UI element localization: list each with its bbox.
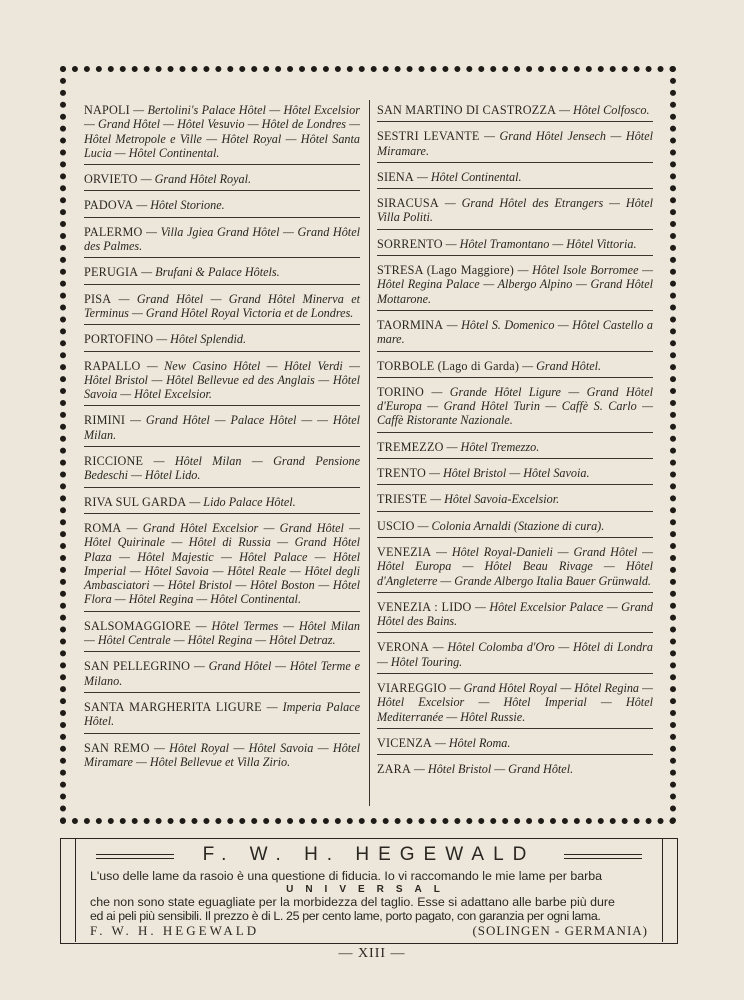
city-name: NAPOLI (84, 103, 130, 117)
hotel-list: — Grand Hôtel Jensech — Hôtel Miramare. (377, 129, 653, 158)
hotel-list: — Grand Hôtel — Hôtel Terme e Milano. (84, 659, 360, 688)
city-name: TRIESTE (377, 492, 428, 507)
city-name: TORINO (377, 384, 425, 399)
city-name: SAN REMO (84, 740, 150, 755)
city-name: SIRACUSA (377, 196, 439, 211)
hotel-listing-entry (84, 652, 360, 693)
hotel-listing-entry (377, 512, 653, 538)
city-name: VENEZIA (377, 544, 432, 559)
city-name: PORTOFINO (84, 332, 154, 347)
city-name: VERONA (377, 640, 429, 655)
city-name: PERUGIA (84, 265, 139, 280)
advertisement-text-line-3: ed ai peli più sensibili. Il prezzo è di L. 25 per cento lame, porto pagato, con garanzia per ogni lama. (90, 909, 601, 923)
city-name: RIMINI (84, 413, 126, 428)
city-name: SALSOMAGGIORE (84, 618, 191, 633)
hotel-list: — Hôtel Royal-Danieli — Grand Hôtel — Hôtel Europa — Hôtel Beau Rivage — Hôtel d'Angleterre — Grande Albergo Italia Bauer Grünwald. (377, 544, 653, 588)
city-name: STRESA (Lago Maggiore) (377, 263, 514, 278)
hotel-listing-entry (84, 352, 360, 407)
hotel-list: — Grand Hôtel Royal — Hôtel Regina — Hôtel Excelsior — Hôtel Imperial — Hôtel Mediterranée — Hôtel Russie. (377, 681, 653, 724)
hotel-listing-entry (84, 218, 360, 259)
page-number: — XIII — (338, 946, 406, 961)
city-name: VENEZIA : LIDO (377, 599, 472, 614)
city-name: PADOVA (84, 198, 134, 213)
city-name: VIAREGGIO (377, 681, 447, 696)
advertisement-title: F. W. H. HEGEWALD (202, 844, 536, 865)
hotel-listing-entry (377, 256, 653, 311)
hotel-list: — Lido Palace Hôtel. (186, 494, 296, 509)
city-name: SORRENTO (377, 236, 443, 251)
advertisement-brand: UNIVERSAL (286, 884, 452, 895)
hotel-listing-entry (377, 189, 653, 230)
hotel-listing-entry (84, 612, 360, 653)
hotel-list: — Hôtel S. Domenico — Hôtel Castello a mare. (377, 317, 653, 347)
right-double-rule (564, 854, 642, 859)
hotel-list: — Hôtel Milan — Grand Pensione Bedeschi — Hôtel Lido. (84, 454, 360, 483)
advertisement-signature: F. W. H. HEGEWALD (90, 923, 260, 938)
hotel-listing-entry (84, 96, 360, 165)
hotel-listing-entry (377, 538, 653, 593)
hotel-list: — Hôtel Bristol — Grand Hôtel. (410, 762, 574, 777)
hotel-listing-entry (377, 352, 653, 378)
hotel-listing-entry (377, 96, 653, 122)
hotel-listing-entry (84, 514, 360, 612)
hotel-list: — Bertolini's Palace Hôtel — Hôtel Excelsior — Grand Hôtel — Hôtel Vesuvio — Hôtel de Londres — Hôtel Metropole e Ville — Hôtel Royal — Hôtel Santa Lucia — Hôtel Continental. (84, 103, 360, 160)
city-name: TAORMINA (377, 317, 444, 332)
hotel-listing-entry (377, 230, 653, 256)
hotel-list: — Hôtel Roma. (431, 735, 511, 750)
left-column (84, 96, 360, 773)
hotel-listing-entry (84, 191, 360, 217)
hotel-listing-entry (377, 729, 653, 755)
city-name: PALERMO (84, 224, 143, 239)
hotel-list: — New Casino Hôtel — Hôtel Verdi — Hôtel Bristol — Hôtel Bellevue ed des Anglais — Hôtel Savoia — Hôtel Excelsior. (84, 358, 360, 402)
hotel-list: — Hôtel Savoia-Excelsior. (427, 492, 560, 507)
hotel-listing-entry (377, 674, 653, 729)
city-name: VICENZA (377, 735, 432, 750)
city-name: ORVIETO (84, 172, 138, 187)
hotel-listing-entry (84, 447, 360, 488)
hotel-listing-entry (377, 755, 653, 780)
city-name: ROMA (84, 520, 122, 535)
hotel-listing-entry (84, 258, 360, 284)
hegewald-advertisement (60, 838, 678, 944)
hotel-listing-entry (377, 593, 653, 634)
hotel-listing-entry (84, 488, 360, 514)
advertisement-text-line-1: L'uso delle lame da rasoio è una questione di fiducia. Io vi raccomando le mie lame per barba (90, 869, 603, 883)
city-name: SAN MARTINO DI CASTROZZA (377, 103, 557, 117)
hotel-list: — Hôtel Colomba d'Oro — Hôtel di Londra — Hôtel Touring. (377, 640, 653, 669)
advertisement-text-line-2: che non sono state eguagliate per la morbidezza del taglio. Esse si adattano alle barbe più dure (90, 895, 615, 909)
hotel-listing-entry (84, 693, 360, 734)
hotel-listing-entry (377, 459, 653, 485)
hotel-listing-entry (377, 633, 653, 674)
hotel-list: — Hôtel Royal — Hôtel Savoia — Hôtel Miramare — Hôtel Bellevue et Villa Zirio. (84, 740, 360, 769)
hotel-list: — Grand Hôtel — Grand Hôtel Minerva et Terminus — Grand Hôtel Royal Victoria et de Londres. (84, 291, 360, 320)
city-name: PISA (84, 291, 112, 306)
right-column (377, 96, 653, 781)
hotel-list: — Colonia Arnaldi (Stazione di cura). (414, 518, 605, 533)
hotel-list: — Grand Hôtel des Etrangers — Hôtel Villa Politi. (377, 196, 653, 225)
city-name: TREMEZZO (377, 439, 444, 454)
hotel-list: — Brufani & Palace Hôtels. (138, 265, 280, 280)
hotel-listing-entry (377, 485, 653, 511)
hotel-listing-entry (377, 378, 653, 433)
city-name: RAPALLO (84, 358, 141, 373)
city-name: RICCIONE (84, 454, 144, 469)
hotel-list: — Grande Hôtel Ligure — Grand Hôtel d'Europa — Grand Hôtel Turin — Caffè S. Carlo — Caffè Ristorante Nazionale. (377, 384, 653, 428)
hotel-listing-entry (377, 433, 653, 459)
hotel-listing-entry (84, 406, 360, 447)
hotel-list: — Hôtel Splendid. (153, 332, 247, 347)
hotel-list: — Grand Hôtel Excelsior — Grand Hôtel — Hôtel Quirinale — Hôtel di Russia — Grand Hôtel Plaza — Hôtel Majestic — Hôtel Palace — Hôtel Imperial — Hôtel Savoia — Hôtel Reale — Hôtel degli Ambasciatori — Hôtel Bristol — Hôtel Boston — Hôtel Flora — Hôtel Regina — Hôtel Continental. (84, 520, 360, 607)
hotel-listing-entry (84, 734, 360, 774)
hotel-listing-entry (377, 163, 653, 189)
hotel-listing-entry (84, 165, 360, 191)
hotel-list: — Hôtel Isole Borromee — Hôtel Regina Palace — Albergo Alpino — Grand Hôtel Mottarone. (377, 263, 653, 306)
hotel-listing-entry (377, 311, 653, 352)
city-name: SANTA MARGHERITA LIGURE (84, 699, 262, 714)
hotel-list: — Hôtel Continental. (413, 169, 522, 184)
hotel-listing-entry (84, 285, 360, 326)
hotel-list: — Hôtel Bristol — Hôtel Savoia. (426, 466, 590, 481)
city-name: SAN PELLEGRINO (84, 659, 191, 674)
hotel-list: — Hôtel Storione. (133, 198, 225, 213)
hotel-list: — Grand Hôtel — Palace Hôtel — — Hôtel Milan. (84, 413, 360, 442)
hotel-listing-entry (377, 122, 653, 163)
hotel-list: — Grand Hôtel Royal. (137, 172, 252, 187)
city-name: ZARA (377, 762, 411, 777)
hotel-list: — Grand Hôtel. (519, 358, 602, 373)
city-name: SIENA (377, 169, 414, 184)
city-name: USCIO (377, 518, 415, 533)
hotel-list: — Villa Jgiea Grand Hôtel — Grand Hôtel des Palmes. (84, 224, 360, 254)
hotel-list: — Imperia Palace Hôtel. (84, 699, 360, 729)
hotel-list: — Hôtel Colfosco. (556, 103, 650, 117)
column-divider (369, 100, 370, 806)
advertisement-inner-box (75, 839, 663, 942)
hotel-list: — Hôtel Tremezzo. (443, 439, 540, 454)
city-name: TRENTO (377, 466, 427, 481)
hotel-listing-entry (84, 325, 360, 351)
city-name: SESTRI LEVANTE (377, 129, 480, 144)
hotel-list: — Hôtel Termes — Hôtel Milan — Hôtel Centrale — Hôtel Regina — Hôtel Detraz. (84, 618, 360, 648)
city-name: TORBOLE (Lago di Garda) (377, 358, 520, 373)
city-name: RIVA SUL GARDA (84, 494, 187, 509)
hotel-list: — Hôtel Tramontano — Hôtel Vittoria. (442, 236, 637, 251)
hotel-list: — Hôtel Excelsior Palace — Grand Hôtel des Bains. (377, 599, 653, 629)
advertisement-origin: (SOLINGEN - GERMANIA) (472, 923, 648, 938)
